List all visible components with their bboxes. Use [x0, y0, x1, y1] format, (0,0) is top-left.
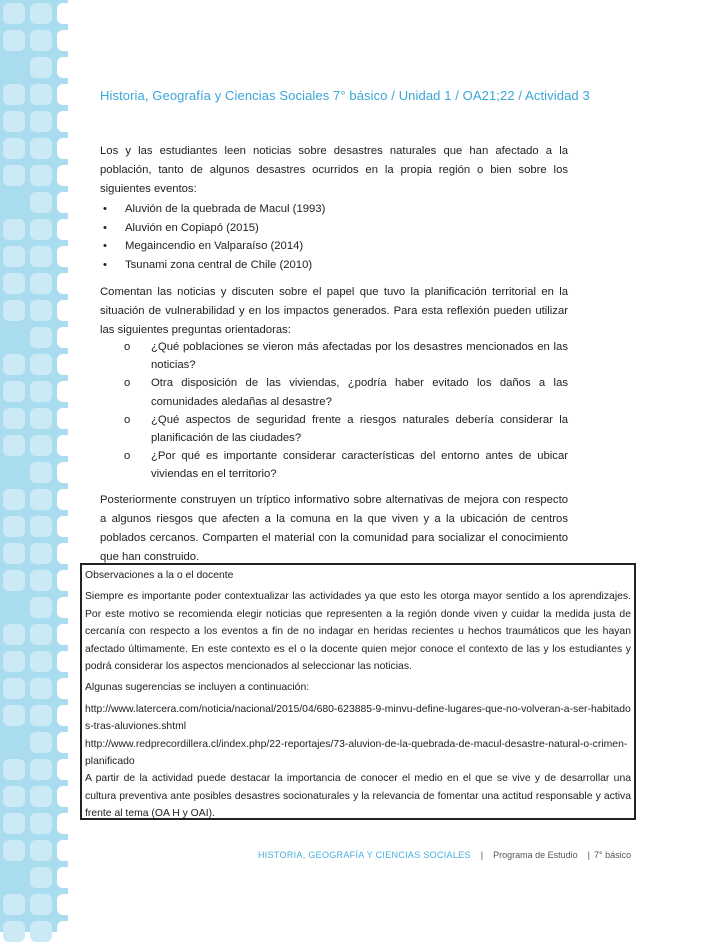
pattern-notch [57, 516, 73, 537]
pattern-tile [3, 219, 25, 240]
pattern-tile [30, 246, 52, 267]
pattern-tile [3, 246, 25, 267]
page-title: Historia, Geografía y Ciencias Sociales 7° básico / Unidad 1 / OA21;22 / Actividad 3 [100, 88, 590, 103]
question-text: ¿Qué aspectos de seguridad frente a riesgos naturales debería considerar la planificación de las ciudades? [151, 413, 568, 445]
pattern-tile [3, 786, 25, 807]
decorative-border [0, 0, 68, 932]
list-item [124, 447, 568, 483]
pattern-tile [30, 408, 52, 429]
pattern-notch [57, 300, 73, 321]
list-item: • Aluvión de la quebrada de Macul (1993) [100, 200, 325, 219]
pattern-tile [30, 300, 52, 321]
list-item [124, 338, 568, 374]
list-item: • Aluvión en Copiapó (2015) [100, 219, 325, 238]
pattern-tile [3, 3, 25, 24]
pattern-notch [57, 192, 73, 213]
pattern-tile [30, 273, 52, 294]
list-marker: o [124, 341, 131, 353]
pattern-notch [57, 597, 73, 618]
pattern-notch [57, 165, 73, 186]
pattern-notch [57, 57, 73, 78]
pattern-notch [57, 84, 73, 105]
pattern-tile [30, 381, 52, 402]
pattern-tile [30, 489, 52, 510]
link-latercera[interactable]: http://www.latercera.com/noticia/nacional/2015/04/680-623885-9-minvu-define-lugares-que-no-volveran-a-ser-habitados-tras-aluviones.shtml [85, 703, 631, 733]
pattern-notch [57, 624, 73, 645]
pattern-tile [30, 462, 52, 483]
pattern-tile [30, 327, 52, 348]
pattern-notch [57, 273, 73, 294]
list-marker: o [124, 377, 131, 390]
pattern-tile [30, 840, 52, 861]
pattern-notch [57, 462, 73, 483]
questions-list [124, 338, 568, 484]
pattern-tile [30, 219, 52, 240]
pattern-notch [57, 678, 73, 699]
pattern-notch [57, 570, 73, 591]
pattern-tile [3, 30, 25, 51]
pattern-tile [30, 894, 52, 915]
pattern-tile [30, 624, 52, 645]
list-marker: o [124, 450, 131, 463]
pattern-tile [3, 84, 25, 105]
discussion-paragraph: Comentan las noticias y discuten sobre el papel que tuvo la planificación territorial en la situación de vulnerabilidad y en los impactos generados. Para esta reflexión pueden utilizar las siguientes preguntas orientadoras: [100, 286, 568, 336]
list-item: • Megaincendio en Valparaíso (2014) [100, 237, 325, 256]
pattern-notch [57, 894, 73, 915]
pattern-notch [57, 138, 73, 159]
link-redprecordillera[interactable]: http://www.redprecordillera.cl/index.php/22-reportajes/73-aluvion-de-la-quebrada-de-macul-desastre-natural-o-crimen-planificado [85, 738, 628, 768]
pattern-tile [30, 435, 52, 456]
pattern-notch [57, 489, 73, 510]
question-text: ¿Por qué es importante considerar características del entorno antes de ubicar viviendas en el territorio? [151, 450, 568, 481]
pattern-tile [30, 516, 52, 537]
pattern-notch [57, 219, 73, 240]
events-list [100, 200, 325, 274]
pattern-notch [57, 381, 73, 402]
teacher-observations-box [80, 563, 636, 820]
pattern-tile [3, 273, 25, 294]
list-marker: o [124, 413, 131, 426]
pattern-notch [57, 705, 73, 726]
observations-title: Observaciones a la o el docente [85, 570, 234, 581]
pattern-notch [57, 759, 73, 780]
pattern-notch [57, 327, 73, 348]
pattern-notch [57, 786, 73, 807]
pattern-tile [30, 813, 52, 834]
intro-paragraph: Los y las estudiantes leen noticias sobre desastres naturales que han afectado a la población, tanto de algunos desastres ocurridos en la propia región o bien sobre los siguientes eventos: [100, 145, 568, 195]
list-item: • Tsunami zona central de Chile (2010) [100, 256, 325, 275]
pattern-tile [30, 543, 52, 564]
footer-separator: | [587, 850, 590, 860]
pattern-tile [3, 435, 25, 456]
list-item [124, 411, 568, 447]
pattern-tile [3, 570, 25, 591]
pattern-tile [30, 678, 52, 699]
pattern-tile [30, 570, 52, 591]
pattern-notch [57, 867, 73, 888]
pattern-tile [30, 732, 52, 753]
pattern-tile [3, 408, 25, 429]
pattern-notch [57, 408, 73, 429]
pattern-tile [30, 30, 52, 51]
pattern-tile [30, 867, 52, 888]
pattern-tile [3, 381, 25, 402]
pattern-tile [3, 300, 25, 321]
pattern-notch [57, 246, 73, 267]
pattern-tile [3, 516, 25, 537]
pattern-notch [57, 354, 73, 375]
pattern-tile [30, 192, 52, 213]
pattern-tile [3, 354, 25, 375]
pattern-tile [30, 3, 52, 24]
question-text: ¿Qué poblaciones se vieron más afectadas por los desastres mencionados en las noticias? [151, 341, 568, 372]
pattern-tile [3, 138, 25, 159]
pattern-tile [3, 840, 25, 861]
pattern-tile [3, 111, 25, 132]
pattern-tile [30, 84, 52, 105]
pattern-tile [30, 759, 52, 780]
pattern-tile [30, 111, 52, 132]
pattern-tile [30, 354, 52, 375]
pattern-notch [57, 840, 73, 861]
list-item [124, 374, 568, 410]
pattern-tile [3, 543, 25, 564]
observations-final: A partir de la actividad puede destacar la importancia de conocer el medio en el que se vive y de desarrollar una cultura preventiva ante posibles desastres socionaturales y la relevancia de fomentar una actitud responsable y activa frente al tema (OA H y OAI). [85, 773, 631, 820]
pattern-tile [30, 138, 52, 159]
page-footer [258, 850, 631, 860]
footer-program: Programa de Estudio [493, 850, 578, 860]
question-text: Otra disposición de las viviendas, ¿podría haber evitado los daños a las comunidades aledañas al desastre? [151, 377, 568, 408]
pattern-tile [3, 165, 25, 186]
pattern-tile [3, 678, 25, 699]
pattern-notch [57, 732, 73, 753]
pattern-notch [57, 30, 73, 51]
pattern-tile [30, 705, 52, 726]
pattern-tile [3, 489, 25, 510]
pattern-notch [57, 435, 73, 456]
closing-paragraph: Posteriormente construyen un tríptico informativo sobre alternativas de mejora con respecto a algunos riesgos que afecten a la comuna en la que viven y a la ubicación de centros poblados cercanos. Comparten el material con la comunidad para socializar el conocimiento que han construido. [100, 494, 568, 563]
pattern-tile [30, 786, 52, 807]
footer-subject: HISTORIA, GEOGRAFÍA Y CIENCIAS SOCIALES [258, 850, 471, 860]
pattern-tile [3, 759, 25, 780]
pattern-notch [57, 543, 73, 564]
pattern-tile [3, 813, 25, 834]
pattern-tile [30, 597, 52, 618]
pattern-tile [3, 894, 25, 915]
pattern-tile [3, 705, 25, 726]
pattern-tile [3, 624, 25, 645]
suggestions-label: Algunas sugerencias se incluyen a continuación: [85, 682, 310, 694]
pattern-tile [30, 165, 52, 186]
observations-paragraph: Siempre es importante poder contextualizar las actividades ya que esto les otorga mayor sentido a los aprendizajes. Por este motivo se recomienda elegir noticias que representen a la región donde viven y cuidar la medida justa de cercanía con respecto a los eventos a fin de no indagar en heridas recientes u hechos traumáticos que les hayan afectado últimamente. En este contexto es el o la docente quien mejor conoce el contexto de las y los estudiantes y podrá considerar los aspectos mencionados al seleccionar las noticias. [85, 591, 631, 673]
pattern-tile [30, 651, 52, 672]
footer-separator: | [480, 850, 484, 860]
footer-grade: 7° básico [594, 850, 632, 860]
pattern-tile [3, 651, 25, 672]
pattern-notch [57, 111, 73, 132]
pattern-notch [57, 651, 73, 672]
pattern-notch [57, 3, 73, 24]
pattern-notch [57, 813, 73, 834]
pattern-tile [30, 57, 52, 78]
